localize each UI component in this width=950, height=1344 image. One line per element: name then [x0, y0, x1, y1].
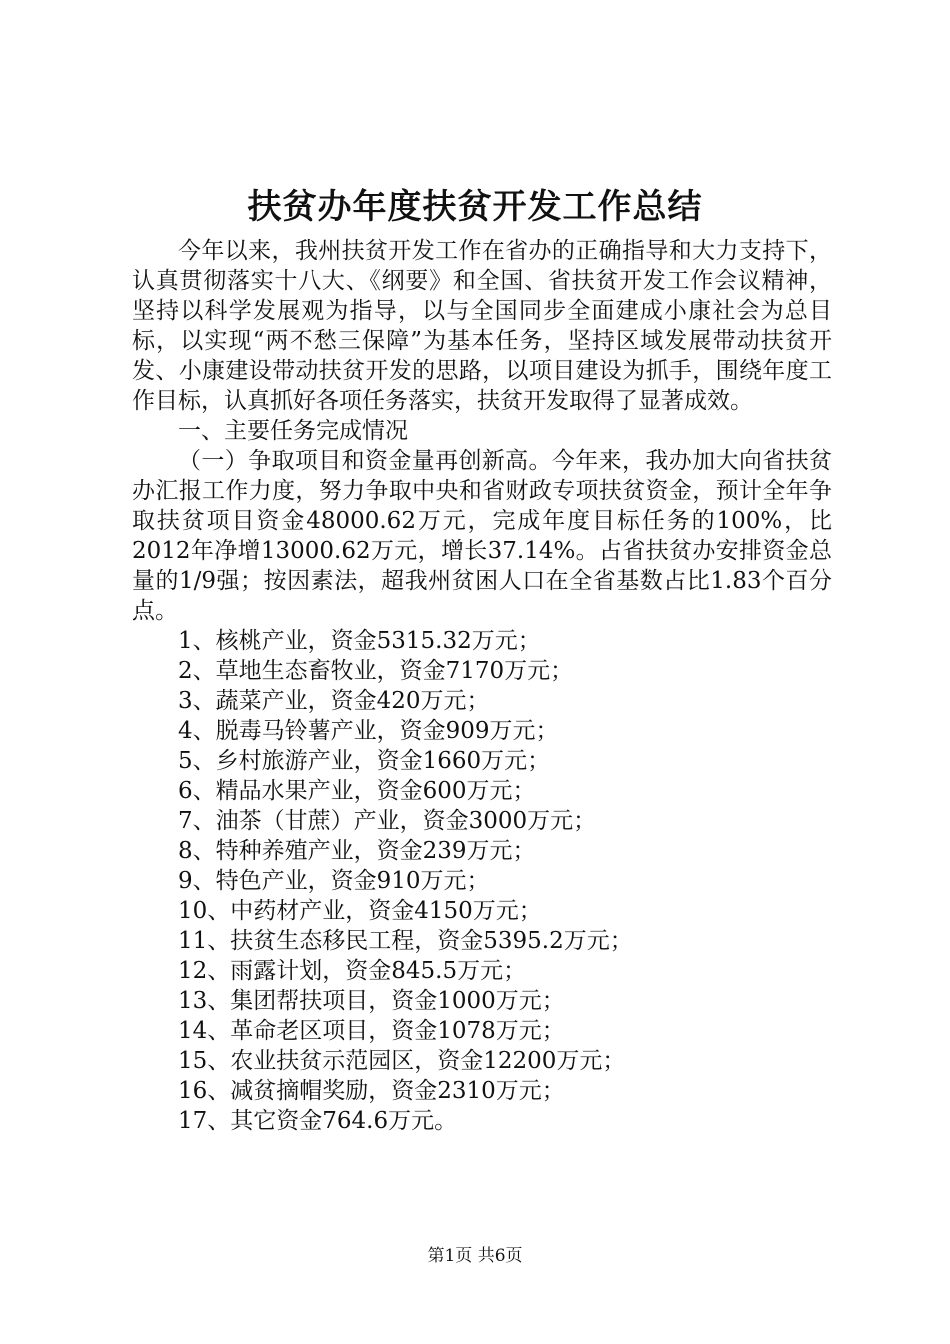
- list-item: 5、乡村旅游产业，资金1660万元；: [178, 748, 551, 774]
- list-item: 17、其它资金764.6万元。: [178, 1108, 458, 1134]
- list-item: 11、扶贫生态移民工程，资金5395.2万元；: [178, 928, 633, 954]
- list-item: 10、中药材产业，资金4150万元；: [178, 898, 542, 924]
- list-item: 15、农业扶贫示范园区，资金12200万元；: [178, 1048, 626, 1074]
- list-item: 12、雨露计划，资金845.5万元；: [178, 958, 527, 984]
- section-heading: 一、主要任务完成情况: [178, 418, 408, 444]
- subsection-paragraph: （一）争取项目和资金量再创新高。今年来，我办加大向省扶贫办汇报工作力度，努力争取中央和省财政专项扶贫资金，预计全年争取扶贫项目资金48000.62万元，完成年度目标任务的100%，比2012年净增13000.62万元，增长37.14%。占省扶贫办安排资金总量的1/9强；按因素法，超我州贫困人口在全省基数占比1.83个百分点。: [132, 448, 832, 624]
- funding-item-list: [132, 626, 832, 1136]
- list-item: 14、革命老区项目，资金1078万元；: [178, 1018, 565, 1044]
- page-footer: 第1页 共6页: [427, 1246, 523, 1266]
- list-item: 2、草地生态畜牧业，资金7170万元；: [178, 658, 574, 684]
- document-body: [132, 236, 832, 1136]
- list-item: 3、蔬菜产业，资金420万元；: [178, 688, 490, 714]
- intro-paragraph: 今年以来，我州扶贫开发工作在省办的正确指导和大力支持下，认真贯彻落实十八大、《纲要》和全国、省扶贫开发工作会议精神，坚持以科学发展观为指导，以与全国同步全面建成小康社会为总目标，以实现“两不愁三保障”为基本任务，坚持区域发展带动扶贫开发、小康建设带动扶贫开发的思路，以项目建设为抓手，围绕年度工作目标，认真抓好各项任务落实，扶贫开发取得了显著成效。: [132, 238, 832, 414]
- list-item: 7、油茶（甘蔗）产业，资金3000万元；: [178, 808, 597, 834]
- list-item: 8、特种养殖产业，资金239万元；: [178, 838, 536, 864]
- list-item: 9、特色产业，资金910万元；: [178, 868, 490, 894]
- list-item: 13、集团帮扶项目，资金1000万元；: [178, 988, 565, 1014]
- list-item: 6、精品水果产业，资金600万元；: [178, 778, 536, 804]
- list-item: 4、脱毒马铃薯产业，资金909万元；: [178, 718, 559, 744]
- list-item: 1、核桃产业，资金5315.32万元；: [178, 628, 541, 654]
- document-title: 扶贫办年度扶贫开发工作总结: [247, 187, 703, 227]
- list-item: 16、减贫摘帽奖励，资金2310万元；: [178, 1078, 565, 1104]
